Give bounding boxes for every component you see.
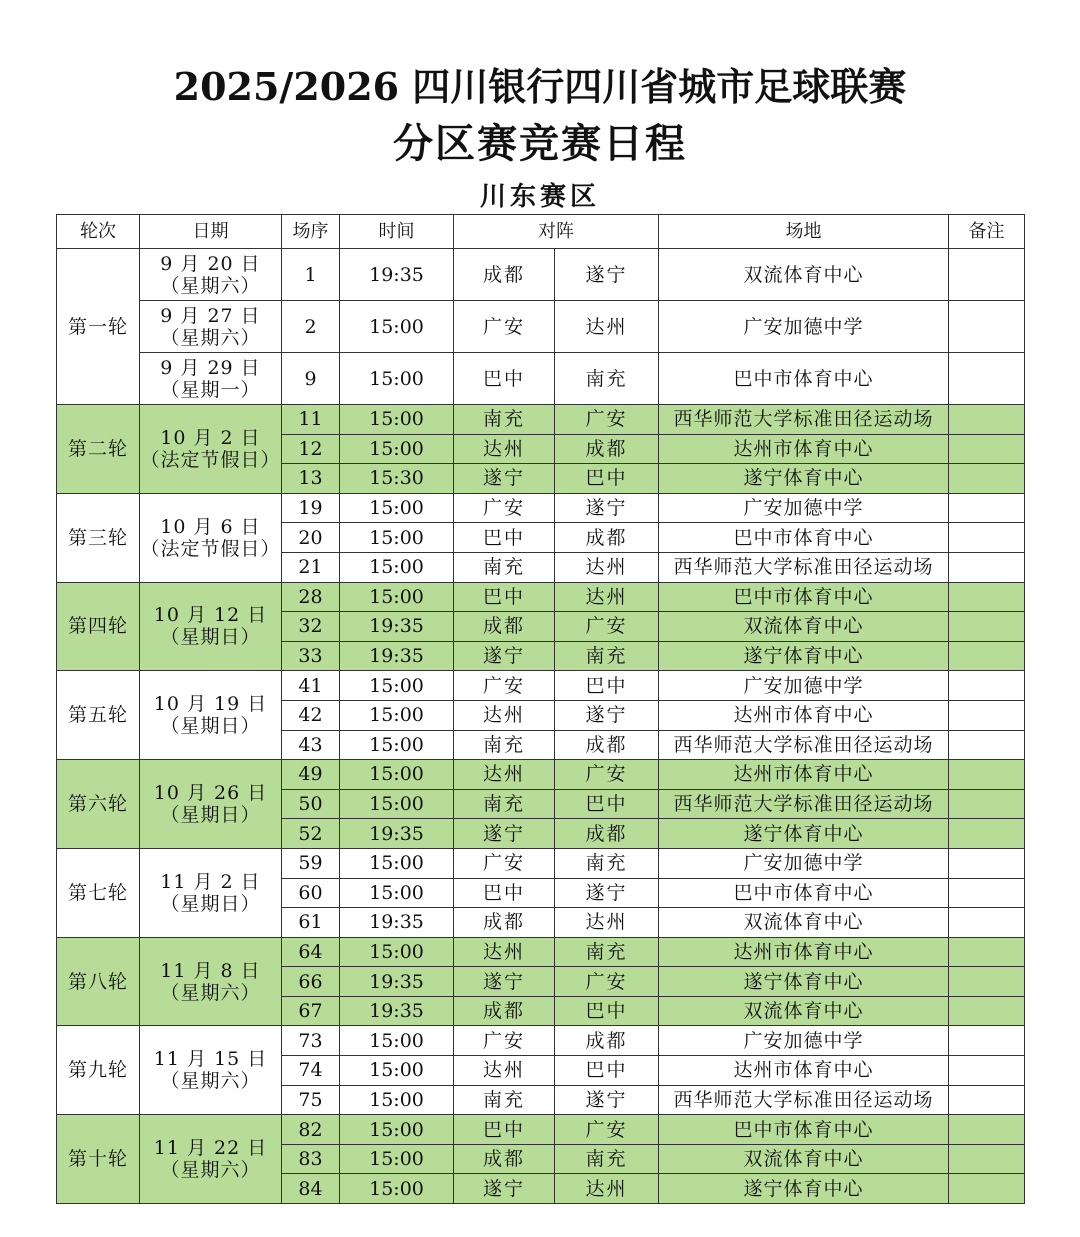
date-cell	[140, 405, 282, 494]
match-no-cell: 12	[282, 434, 340, 464]
match-no-cell: 75	[282, 1085, 340, 1115]
venue-cell: 广安加德中学	[659, 848, 949, 878]
home-team-cell: 南充	[454, 405, 555, 435]
venue-cell: 广安加德中学	[659, 493, 949, 523]
home-team-cell: 广安	[454, 671, 555, 701]
note-cell	[949, 967, 1025, 997]
time-cell: 15:00	[340, 730, 454, 760]
note-cell	[949, 1144, 1025, 1174]
away-team-cell: 成都	[555, 434, 659, 464]
time-cell: 15:00	[340, 671, 454, 701]
home-team-cell: 广安	[454, 848, 555, 878]
home-team-cell: 巴中	[454, 523, 555, 553]
note-cell	[949, 1056, 1025, 1086]
home-team-cell: 南充	[454, 552, 555, 582]
weekday-text: （星期六）	[160, 981, 261, 1004]
table-row	[57, 937, 1025, 967]
note-cell	[949, 464, 1025, 494]
match-no-cell: 2	[282, 301, 340, 353]
match-no-cell: 1	[282, 249, 340, 301]
weekday-text: （星期日）	[160, 804, 261, 827]
venue-cell: 巴中市体育中心	[659, 1115, 949, 1145]
note-cell	[949, 434, 1025, 464]
home-team-cell: 广安	[454, 1026, 555, 1056]
date-text: 10 月 12 日	[153, 604, 268, 627]
venue-cell: 西华师范大学标准田径运动场	[659, 730, 949, 760]
round-cell: 第五轮	[57, 671, 140, 760]
header-venue: 场地	[659, 215, 949, 249]
date-cell	[140, 1026, 282, 1115]
table-row	[57, 249, 1025, 301]
venue-cell: 遂宁体育中心	[659, 641, 949, 671]
note-cell	[949, 1085, 1025, 1115]
note-cell	[949, 582, 1025, 612]
note-cell	[949, 552, 1025, 582]
venue-cell: 西华师范大学标准田径运动场	[659, 552, 949, 582]
date-text: 10 月 6 日	[160, 515, 261, 538]
time-cell: 15:00	[340, 1056, 454, 1086]
date-cell	[140, 760, 282, 849]
home-team-cell: 南充	[454, 730, 555, 760]
date-cell	[140, 249, 282, 301]
venue-cell: 达州市体育中心	[659, 434, 949, 464]
away-team-cell: 成都	[555, 819, 659, 849]
date-text: 10 月 2 日	[160, 426, 261, 449]
time-cell: 15:00	[340, 1085, 454, 1115]
weekday-text: （法定节假日）	[140, 448, 281, 471]
round-cell: 第一轮	[57, 249, 140, 405]
away-team-cell: 广安	[555, 612, 659, 642]
time-cell: 19:35	[340, 996, 454, 1026]
away-team-cell: 南充	[555, 848, 659, 878]
note-cell	[949, 878, 1025, 908]
round-cell: 第四轮	[57, 582, 140, 671]
table-row	[57, 301, 1025, 353]
match-no-cell: 9	[282, 353, 340, 405]
time-cell: 15:30	[340, 464, 454, 494]
away-team-cell: 南充	[555, 1144, 659, 1174]
match-no-cell: 42	[282, 700, 340, 730]
home-team-cell: 达州	[454, 700, 555, 730]
weekday-text: （星期六）	[160, 326, 261, 349]
away-team-cell: 达州	[555, 908, 659, 938]
home-team-cell: 达州	[454, 1056, 555, 1086]
round-cell: 第九轮	[57, 1026, 140, 1115]
venue-cell: 遂宁体育中心	[659, 464, 949, 494]
time-cell: 15:00	[340, 1026, 454, 1056]
round-cell: 第三轮	[57, 493, 140, 582]
time-cell: 19:35	[340, 819, 454, 849]
date-cell	[140, 301, 282, 353]
weekday-text: （星期六）	[160, 1159, 261, 1182]
match-no-cell: 21	[282, 552, 340, 582]
home-team-cell: 成都	[454, 908, 555, 938]
time-cell: 15:00	[340, 493, 454, 523]
home-team-cell: 成都	[454, 612, 555, 642]
time-cell: 15:00	[340, 353, 454, 405]
match-no-cell: 33	[282, 641, 340, 671]
venue-cell: 双流体育中心	[659, 249, 949, 301]
home-team-cell: 遂宁	[454, 464, 555, 494]
home-team-cell: 遂宁	[454, 819, 555, 849]
table-row	[57, 671, 1025, 701]
region-heading: 川东赛区	[479, 182, 600, 212]
table-row	[57, 848, 1025, 878]
home-team-cell: 广安	[454, 301, 555, 353]
date-cell	[140, 582, 282, 671]
table-row	[57, 405, 1025, 435]
table-row	[57, 760, 1025, 790]
venue-cell: 西华师范大学标准田径运动场	[659, 789, 949, 819]
weekday-text: （星期日）	[160, 892, 261, 915]
venue-cell: 巴中市体育中心	[659, 582, 949, 612]
date-cell	[140, 353, 282, 405]
weekday-text: （星期一）	[160, 378, 261, 401]
time-cell: 15:00	[340, 700, 454, 730]
match-no-cell: 82	[282, 1115, 340, 1145]
away-team-cell: 遂宁	[555, 1085, 659, 1115]
time-cell: 15:00	[340, 405, 454, 435]
away-team-cell: 达州	[555, 552, 659, 582]
note-cell	[949, 353, 1025, 405]
home-team-cell: 南充	[454, 789, 555, 819]
note-cell	[949, 1115, 1025, 1145]
venue-cell: 达州市体育中心	[659, 1056, 949, 1086]
table-row	[57, 1115, 1025, 1145]
home-team-cell: 达州	[454, 937, 555, 967]
note-cell	[949, 848, 1025, 878]
date-cell	[140, 671, 282, 760]
note-cell	[949, 612, 1025, 642]
match-no-cell: 49	[282, 760, 340, 790]
header-time: 时间	[340, 215, 454, 249]
date-text: 11 月 22 日	[153, 1137, 268, 1160]
date-cell	[140, 848, 282, 937]
note-cell	[949, 405, 1025, 435]
match-no-cell: 43	[282, 730, 340, 760]
document-subtitle: 分区赛竞赛日程	[393, 120, 687, 167]
match-no-cell: 83	[282, 1144, 340, 1174]
venue-cell: 巴中市体育中心	[659, 523, 949, 553]
round-cell: 第八轮	[57, 937, 140, 1026]
weekday-text: （星期日）	[160, 715, 261, 738]
venue-cell: 双流体育中心	[659, 908, 949, 938]
match-no-cell: 73	[282, 1026, 340, 1056]
home-team-cell: 南充	[454, 1085, 555, 1115]
round-cell: 第十轮	[57, 1115, 140, 1204]
away-team-cell: 巴中	[555, 996, 659, 1026]
venue-cell: 达州市体育中心	[659, 937, 949, 967]
time-cell: 19:35	[340, 641, 454, 671]
date-text: 11 月 15 日	[153, 1048, 268, 1071]
match-no-cell: 67	[282, 996, 340, 1026]
venue-cell: 遂宁体育中心	[659, 967, 949, 997]
time-cell: 19:35	[340, 967, 454, 997]
away-team-cell: 南充	[555, 641, 659, 671]
date-text: 11 月 2 日	[160, 870, 261, 893]
match-no-cell: 60	[282, 878, 340, 908]
away-team-cell: 广安	[555, 760, 659, 790]
time-cell: 15:00	[340, 523, 454, 553]
venue-cell: 广安加德中学	[659, 1026, 949, 1056]
note-cell	[949, 789, 1025, 819]
match-no-cell: 41	[282, 671, 340, 701]
match-no-cell: 20	[282, 523, 340, 553]
header-round: 轮次	[57, 215, 140, 249]
note-cell	[949, 1026, 1025, 1056]
match-no-cell: 13	[282, 464, 340, 494]
away-team-cell: 遂宁	[555, 878, 659, 908]
away-team-cell: 巴中	[555, 671, 659, 701]
time-cell: 15:00	[340, 848, 454, 878]
note-cell	[949, 671, 1025, 701]
away-team-cell: 南充	[555, 937, 659, 967]
round-cell: 第二轮	[57, 405, 140, 494]
note-cell	[949, 819, 1025, 849]
venue-cell: 遂宁体育中心	[659, 1174, 949, 1204]
venue-cell: 巴中市体育中心	[659, 353, 949, 405]
away-team-cell: 达州	[555, 1174, 659, 1204]
time-cell: 15:00	[340, 789, 454, 819]
note-cell	[949, 730, 1025, 760]
home-team-cell: 巴中	[454, 582, 555, 612]
date-text: 9 月 29 日	[160, 356, 261, 379]
time-cell: 15:00	[340, 878, 454, 908]
away-team-cell: 成都	[555, 1026, 659, 1056]
note-cell	[949, 908, 1025, 938]
match-no-cell: 52	[282, 819, 340, 849]
time-cell: 15:00	[340, 552, 454, 582]
home-team-cell: 巴中	[454, 353, 555, 405]
time-cell: 15:00	[340, 760, 454, 790]
note-cell	[949, 523, 1025, 553]
round-cell: 第七轮	[57, 848, 140, 937]
date-text: 9 月 20 日	[160, 252, 261, 275]
venue-cell: 巴中市体育中心	[659, 878, 949, 908]
home-team-cell: 遂宁	[454, 1174, 555, 1204]
header-match-no: 场序	[282, 215, 340, 249]
time-cell: 15:00	[340, 582, 454, 612]
schedule-table	[56, 214, 1025, 1204]
home-team-cell: 巴中	[454, 1115, 555, 1145]
date-cell	[140, 1115, 282, 1204]
weekday-text: （星期六）	[160, 274, 261, 297]
header-matchup: 对阵	[454, 215, 659, 249]
document-title: 2025/2026 四川银行四川省城市足球联赛	[173, 64, 907, 109]
header-date: 日期	[140, 215, 282, 249]
venue-cell: 双流体育中心	[659, 996, 949, 1026]
table-row	[57, 493, 1025, 523]
weekday-text: （星期日）	[160, 626, 261, 649]
time-cell: 15:00	[340, 1144, 454, 1174]
match-no-cell: 74	[282, 1056, 340, 1086]
round-cell: 第六轮	[57, 760, 140, 849]
note-cell	[949, 641, 1025, 671]
note-cell	[949, 996, 1025, 1026]
time-cell: 15:00	[340, 434, 454, 464]
away-team-cell: 巴中	[555, 789, 659, 819]
match-no-cell: 59	[282, 848, 340, 878]
time-cell: 15:00	[340, 301, 454, 353]
venue-cell: 西华师范大学标准田径运动场	[659, 1085, 949, 1115]
venue-cell: 双流体育中心	[659, 1144, 949, 1174]
home-team-cell: 达州	[454, 760, 555, 790]
match-no-cell: 28	[282, 582, 340, 612]
away-team-cell: 南充	[555, 353, 659, 405]
home-team-cell: 成都	[454, 996, 555, 1026]
weekday-text: （法定节假日）	[140, 537, 281, 560]
time-cell: 19:35	[340, 908, 454, 938]
date-text: 11 月 8 日	[160, 959, 261, 982]
away-team-cell: 成都	[555, 523, 659, 553]
venue-cell: 遂宁体育中心	[659, 819, 949, 849]
match-no-cell: 84	[282, 1174, 340, 1204]
match-no-cell: 64	[282, 937, 340, 967]
date-text: 9 月 27 日	[160, 304, 261, 327]
table-row	[57, 353, 1025, 405]
match-no-cell: 66	[282, 967, 340, 997]
table-row	[57, 582, 1025, 612]
note-cell	[949, 249, 1025, 301]
note-cell	[949, 301, 1025, 353]
match-no-cell: 11	[282, 405, 340, 435]
note-cell	[949, 700, 1025, 730]
time-cell: 19:35	[340, 612, 454, 642]
note-cell	[949, 1174, 1025, 1204]
venue-cell: 广安加德中学	[659, 301, 949, 353]
away-team-cell: 遂宁	[555, 493, 659, 523]
away-team-cell: 广安	[555, 1115, 659, 1145]
away-team-cell: 达州	[555, 301, 659, 353]
away-team-cell: 遂宁	[555, 249, 659, 301]
home-team-cell: 巴中	[454, 878, 555, 908]
venue-cell: 双流体育中心	[659, 612, 949, 642]
note-cell	[949, 760, 1025, 790]
away-team-cell: 成都	[555, 730, 659, 760]
time-cell: 19:35	[340, 249, 454, 301]
date-cell	[140, 937, 282, 1026]
home-team-cell: 遂宁	[454, 967, 555, 997]
home-team-cell: 遂宁	[454, 641, 555, 671]
home-team-cell: 成都	[454, 249, 555, 301]
away-team-cell: 巴中	[555, 1056, 659, 1086]
match-no-cell: 61	[282, 908, 340, 938]
weekday-text: （星期六）	[160, 1070, 261, 1093]
venue-cell: 西华师范大学标准田径运动场	[659, 405, 949, 435]
match-no-cell: 32	[282, 612, 340, 642]
home-team-cell: 广安	[454, 493, 555, 523]
away-team-cell: 广安	[555, 967, 659, 997]
note-cell	[949, 493, 1025, 523]
venue-cell: 达州市体育中心	[659, 760, 949, 790]
note-cell	[949, 937, 1025, 967]
date-text: 10 月 19 日	[153, 693, 268, 716]
home-team-cell: 达州	[454, 434, 555, 464]
match-no-cell: 50	[282, 789, 340, 819]
away-team-cell: 达州	[555, 582, 659, 612]
date-text: 10 月 26 日	[153, 782, 268, 805]
time-cell: 15:00	[340, 1174, 454, 1204]
away-team-cell: 遂宁	[555, 700, 659, 730]
match-no-cell: 19	[282, 493, 340, 523]
time-cell: 15:00	[340, 1115, 454, 1145]
header-note: 备注	[949, 215, 1025, 249]
away-team-cell: 广安	[555, 405, 659, 435]
venue-cell: 达州市体育中心	[659, 700, 949, 730]
table-row	[57, 1026, 1025, 1056]
venue-cell: 广安加德中学	[659, 671, 949, 701]
time-cell: 15:00	[340, 937, 454, 967]
away-team-cell: 巴中	[555, 464, 659, 494]
header-row	[57, 215, 1025, 249]
home-team-cell: 成都	[454, 1144, 555, 1174]
date-cell	[140, 493, 282, 582]
